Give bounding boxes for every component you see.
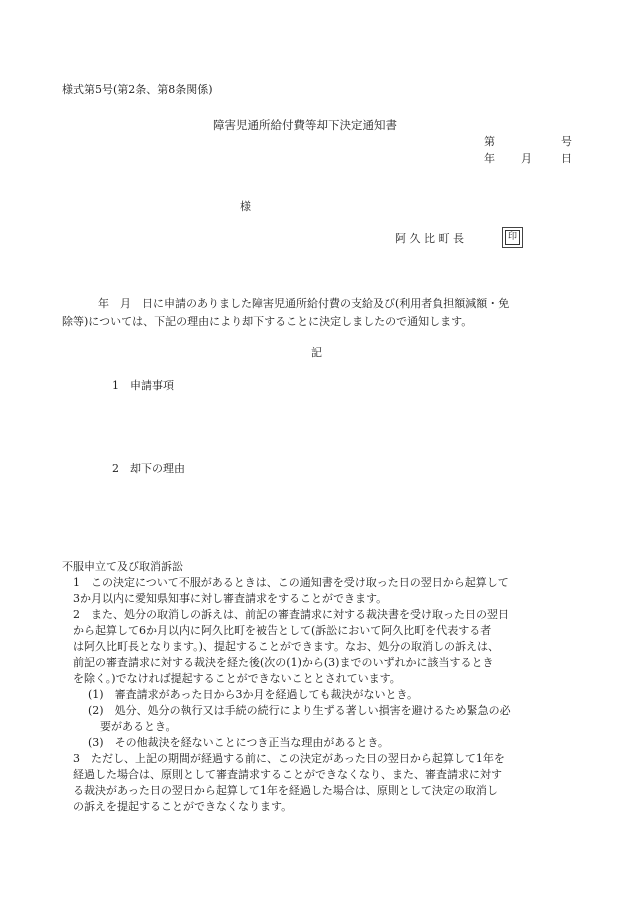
appeal-line: 1 この決定について不服があるときは、この通知書を受け取った日の翌日から起算して bbox=[73, 576, 509, 589]
appeal-line: る裁決があった日の翌日から起算して1年を経過した場合は、原則として決定の取消し bbox=[73, 784, 498, 797]
appeal-line: は阿久比町長となります。)、提起することができます。なお、処分の取消しの訴えは、 bbox=[73, 640, 500, 653]
body-line-2: 除等)については、下記の理由により却下することに決定しましたので通知します。 bbox=[62, 315, 473, 328]
appeal-line: 前記の審査請求に対する裁決を経た後(次の(1)から(3)までのいずれかに該当するとき bbox=[73, 656, 494, 669]
item-2-label: 却下の理由 bbox=[130, 462, 185, 475]
doc-number-go: 号 bbox=[561, 135, 572, 148]
appeal-line: (1) 審査請求があった日から3か月を経過しても裁決がないとき。 bbox=[88, 688, 419, 701]
item-1-number: 1 bbox=[112, 379, 119, 392]
appeal-line: 3 ただし、上記の期間が経過する前に、この決定があった日の翌日から起算して1年を bbox=[73, 752, 505, 765]
appeal-line: (2) 処分、処分の執行又は手続の続行により生ずる著しい損害を避けるため緊急の必 bbox=[88, 704, 511, 717]
date-month: 月 bbox=[521, 152, 532, 165]
date-year: 年 bbox=[484, 152, 495, 165]
document-title: 障害児通所給付費等却下決定通知書 bbox=[213, 118, 397, 132]
appeal-line: (3) その他裁決を経ないことにつき正当な理由があるとき。 bbox=[88, 736, 389, 749]
item-1-label: 申請事項 bbox=[130, 379, 174, 392]
appeal-line: 要があるとき。 bbox=[100, 720, 177, 733]
appeal-line: 経過した場合は、原則として審査請求することができなくなり、また、審査請求に対す bbox=[73, 768, 502, 781]
doc-number-dai: 第 bbox=[484, 135, 495, 148]
appeal-line: 3か月以内に愛知県知事に対し審査請求をすることができます。 bbox=[73, 592, 388, 605]
issuer-name: 阿 久 比 町 長 bbox=[395, 232, 464, 245]
seal-mark: 印 bbox=[505, 230, 520, 245]
appeal-line: の訴えを提起することができなくなります。 bbox=[73, 800, 293, 813]
appeal-line: から起算して6か月以内に阿久比町を被告として(訴訟において阿久比町を代表する者 bbox=[73, 624, 492, 637]
appeal-heading: 不服申立て及び取消訴訟 bbox=[62, 560, 183, 573]
addressee-suffix: 様 bbox=[240, 200, 251, 213]
item-2-number: 2 bbox=[112, 462, 119, 475]
date-day: 日 bbox=[561, 152, 572, 165]
appeal-line: 2 また、処分の取消しの訴えは、前記の審査請求に対する裁決書を受け取った日の翌日 bbox=[73, 608, 509, 621]
ki-heading: 記 bbox=[311, 346, 322, 359]
appeal-line: を除く。)でなければ提起することができないこととされています。 bbox=[73, 672, 401, 685]
body-line-1: 年 月 日に申請のありました障害児通所給付費の支給及び(利用者負担額減額・免 bbox=[98, 297, 510, 310]
form-number: 様式第5号(第2条、第8条関係) bbox=[62, 83, 213, 96]
